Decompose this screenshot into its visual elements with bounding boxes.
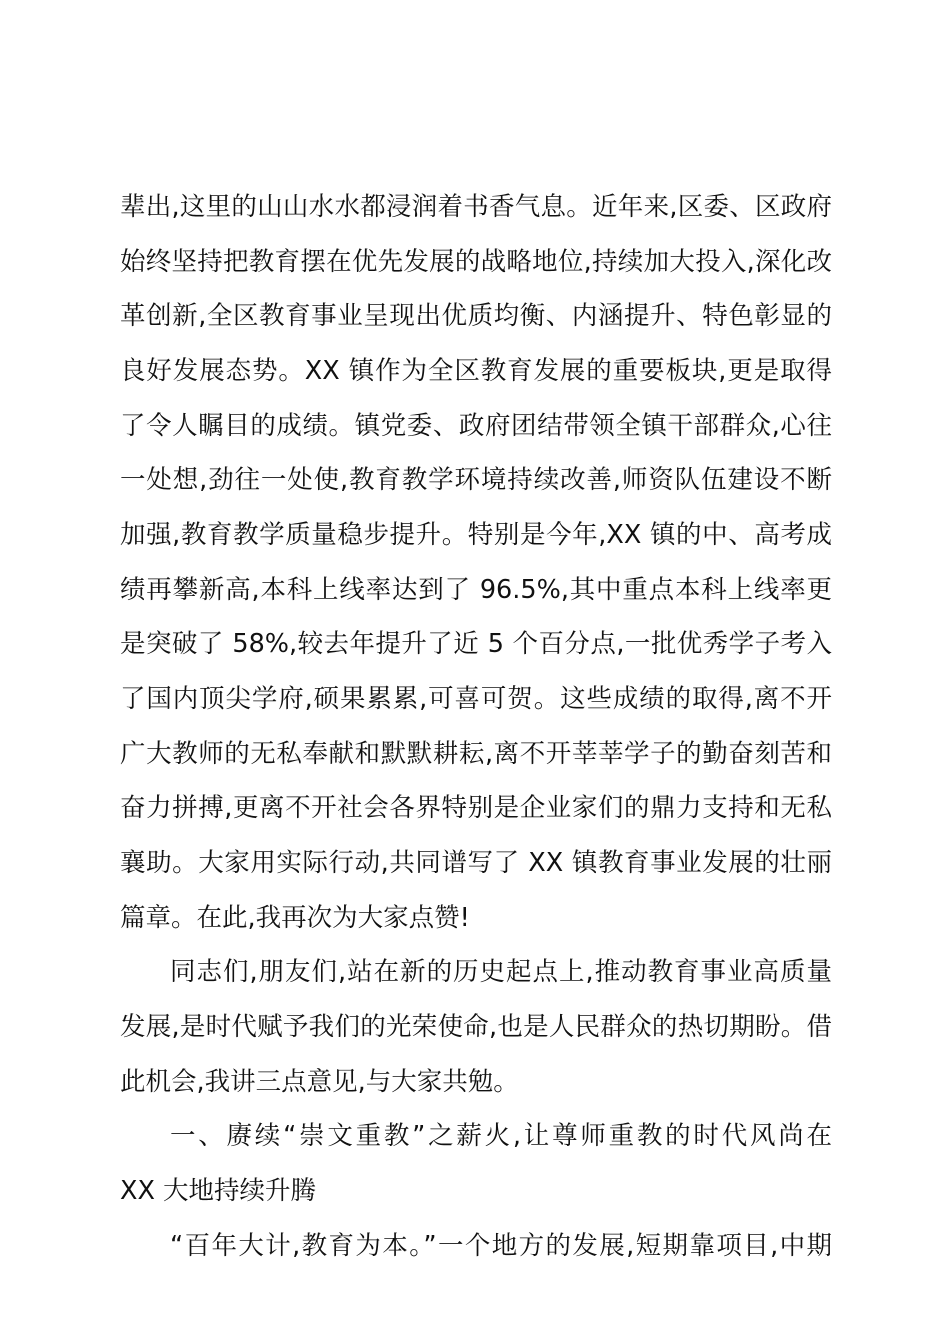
- text-line: 此机会,我讲三点意见,与大家共勉。: [120, 1067, 519, 1097]
- text-line: 广大教师的无私奉献和默默耕耘,离不开莘莘学子的勤奋刻苦和: [120, 739, 832, 769]
- text-line: 革创新,全区教育事业呈现出优质均衡、内涵提升、特色彰显的: [120, 301, 832, 331]
- text-line: 同志们,朋友们,站在新的历史起点上,推动教育事业高质量: [170, 957, 832, 987]
- text-line: 发展,是时代赋予我们的光荣使命,也是人民群众的热切期盼。借: [120, 1012, 832, 1042]
- text-line: 奋力拼搏,更离不开社会各界特别是企业家们的鼎力支持和无私: [120, 793, 832, 823]
- text-line: 始终坚持把教育摆在优先发展的战略地位,持续加大投入,深化改: [120, 247, 832, 277]
- section-heading-line: XX 大地持续升腾: [120, 1176, 317, 1206]
- text-line: 辈出,这里的山山水水都浸润着书香气息。近年来,区委、区政府: [120, 192, 832, 222]
- text-line: 襄助。大家用实际行动,共同谱写了 XX 镇教育事业发展的壮丽: [120, 848, 832, 878]
- text-line: 篇章。在此,我再次为大家点赞!: [120, 903, 470, 933]
- text-line: 是突破了 58%,较去年提升了近 5 个百分点,一批优秀学子考入: [120, 629, 832, 659]
- text-line: 绩再攀新高,本科上线率达到了 96.5%,其中重点本科上线率更: [120, 575, 832, 605]
- text-line: 了国内顶尖学府,硕果累累,可喜可贺。这些成绩的取得,离不开: [120, 684, 832, 714]
- text-line: “百年大计,教育为本。”一个地方的发展,短期靠项目,中期: [170, 1231, 832, 1261]
- text-line: 加强,教育教学质量稳步提升。特别是今年,XX 镇的中、高考成: [120, 520, 832, 550]
- text-line: 了令人瞩目的成绩。镇党委、政府团结带领全镇干部群众,心往: [120, 411, 832, 441]
- text-line: 一处想,劲往一处使,教育教学环境持续改善,师资队伍建设不断: [120, 465, 832, 495]
- text-line: 良好发展态势。XX 镇作为全区教育发展的重要板块,更是取得: [120, 356, 832, 386]
- section-heading-line: 一、赓续“崇文重教”之薪火,让尊师重教的时代风尚在: [170, 1121, 832, 1151]
